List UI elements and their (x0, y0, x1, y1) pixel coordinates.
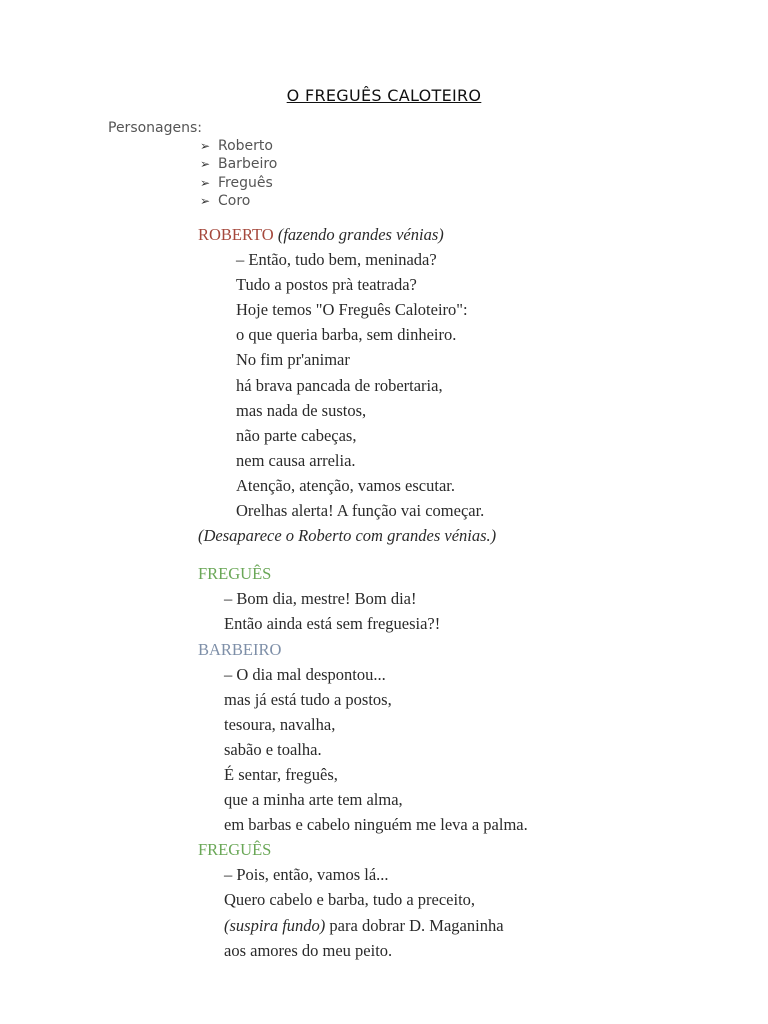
character-name: Roberto (218, 138, 273, 154)
stage-direction: (fazendo grandes vénias) (277, 225, 444, 244)
character-name: Barbeiro (218, 156, 278, 173)
verse-line: Então ainda está sem freguesia?! (224, 614, 441, 634)
verse-line: que a minha arte tem alma, (224, 790, 403, 810)
arrow-bullet-icon: ➢ (200, 139, 211, 153)
section-gap (198, 548, 618, 561)
stage-direction: (Desaparece o Roberto com grandes vénias.) (198, 526, 497, 546)
speaker-fregues: FREGUÊS (198, 840, 272, 860)
speaker-roberto: ROBERTO (198, 225, 274, 244)
verse-line: – Pois, então, vamos lá... (224, 865, 389, 885)
verse-line: – Bom dia, mestre! Bom dia! (224, 589, 417, 609)
verse-line: Orelhas alerta! A função vai começar. (236, 501, 485, 521)
verse-line: não parte cabeças, (236, 425, 357, 445)
list-item (200, 174, 277, 192)
verse-line: Atenção, atenção, vamos escutar. (236, 475, 455, 495)
verse-line: Quero cabelo e barba, tudo a preceito, (224, 890, 476, 910)
verse-line: Hoje temos "O Freguês Caloteiro": (236, 300, 468, 320)
stage-direction: (suspira fundo) (224, 915, 326, 935)
character-name: Coro (218, 192, 251, 209)
verse-line: mas já está tudo a postos, (224, 689, 392, 709)
arrow-bullet-icon: ➢ (200, 157, 211, 172)
verse-line: o que queria barba, sem dinheiro. (236, 325, 457, 345)
verse-line: sabão e toalha. (224, 739, 322, 759)
personagens-heading: Personagens: (108, 120, 203, 136)
verse-line: aos amores do meu peito. (224, 940, 393, 960)
verse-line: No fim pr'animar (236, 350, 350, 370)
verse-line: em barbas e cabelo ninguém me leva a palma. (224, 815, 528, 835)
character-name: Freguês (218, 174, 273, 191)
verse-text: para dobrar D. Maganinha (325, 915, 504, 935)
list-item (200, 137, 277, 155)
arrow-bullet-icon: ➢ (200, 175, 211, 190)
script-body (198, 222, 618, 963)
verse-line: É sentar, freguês, (224, 764, 338, 784)
verse-line: há brava pancada de robertaria, (236, 375, 443, 395)
verse-line: – Então, tudo bem, meninada? (236, 250, 437, 270)
list-item (200, 192, 277, 210)
speaker-fregues: FREGUÊS (198, 564, 272, 584)
verse-line: mas nada de sustos, (236, 400, 367, 420)
personagens-list (200, 137, 277, 210)
list-item (200, 155, 277, 173)
arrow-bullet-icon: ➢ (200, 193, 211, 208)
verse-line (198, 913, 618, 938)
speaker-barbeiro: BARBEIRO (198, 639, 282, 659)
verse-line: Tudo a postos prà teatrada? (236, 275, 417, 295)
speaker-line (198, 222, 618, 247)
page-title: O FREGUÊS CALOTEIRO (286, 86, 482, 105)
verse-line: tesoura, navalha, (224, 714, 336, 734)
verse-line: – O dia mal despontou... (224, 664, 386, 684)
verse-line: nem causa arrelia. (236, 450, 356, 470)
